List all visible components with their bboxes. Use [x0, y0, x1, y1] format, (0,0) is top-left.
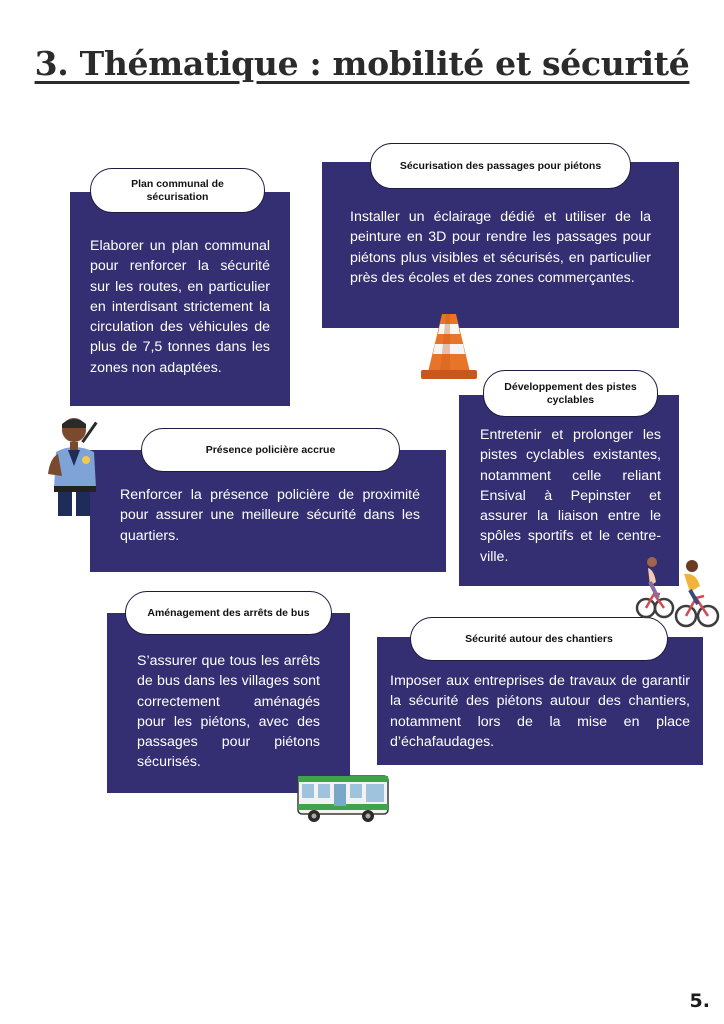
page-title: 3. Thématique : mobilité et sécurité: [34, 44, 690, 83]
page-number: 5.: [689, 990, 710, 1012]
card-passages-pietons-heading: Sécurisation des passages pour piétons: [370, 143, 631, 189]
card-presence-policiere-text: Renforcer la présence policière de proximité pour assurer une meilleure sécurité dans les quartiers.: [120, 487, 420, 544]
traffic-cone-icon: [420, 312, 478, 382]
card-plan-communal-text: Elaborer un plan communal pour renforcer la sécurité sur les routes, en particulier en interdisant strictement la circulation des véhicules de plus de 7,5 tonnes dans les zones non adaptées.: [90, 238, 270, 376]
card-plan-communal-heading: Plan communal de sécurisation: [90, 168, 265, 213]
card-chantiers-heading: Sécurité autour des chantiers: [410, 617, 668, 661]
card-presence-policiere-heading: Présence policière accrue: [141, 428, 400, 472]
card-arrets-bus: [107, 613, 350, 793]
cyclists-icon: [636, 552, 720, 634]
card-passages-pietons-text: Installer un éclairage dédié et utiliser de la peinture en 3D pour rendre les passages pour piétons plus visibles et sécurisés, en particulier près des écoles et des zones commerçantes.: [350, 209, 651, 286]
card-pistes-cyclables-heading: Développement des pistes cyclables: [483, 370, 658, 417]
card-arrets-bus-text: S’assurer que tous les arrêts de bus dans les villages sont correctement aménagés pour les piétons, avec des passages pour piétons sécurisés.: [137, 653, 320, 771]
card-plan-communal: [70, 192, 290, 406]
card-pistes-cyclables-text: Entretenir et prolonger les pistes cyclables existantes, notamment celle reliant Ensival à Pepinster et assurer la liaison entre le spôles sportifs et le centre-ville.: [480, 427, 661, 565]
police-officer-icon: [48, 414, 106, 518]
card-chantiers-text: Imposer aux entreprises de travaux de garantir la sécurité des piétons autour des chantiers, notamment lors de la mise en place d’échafaudages.: [390, 673, 690, 750]
bus-icon: [296, 770, 392, 824]
card-arrets-bus-heading: Aménagement des arrêts de bus: [125, 591, 332, 635]
